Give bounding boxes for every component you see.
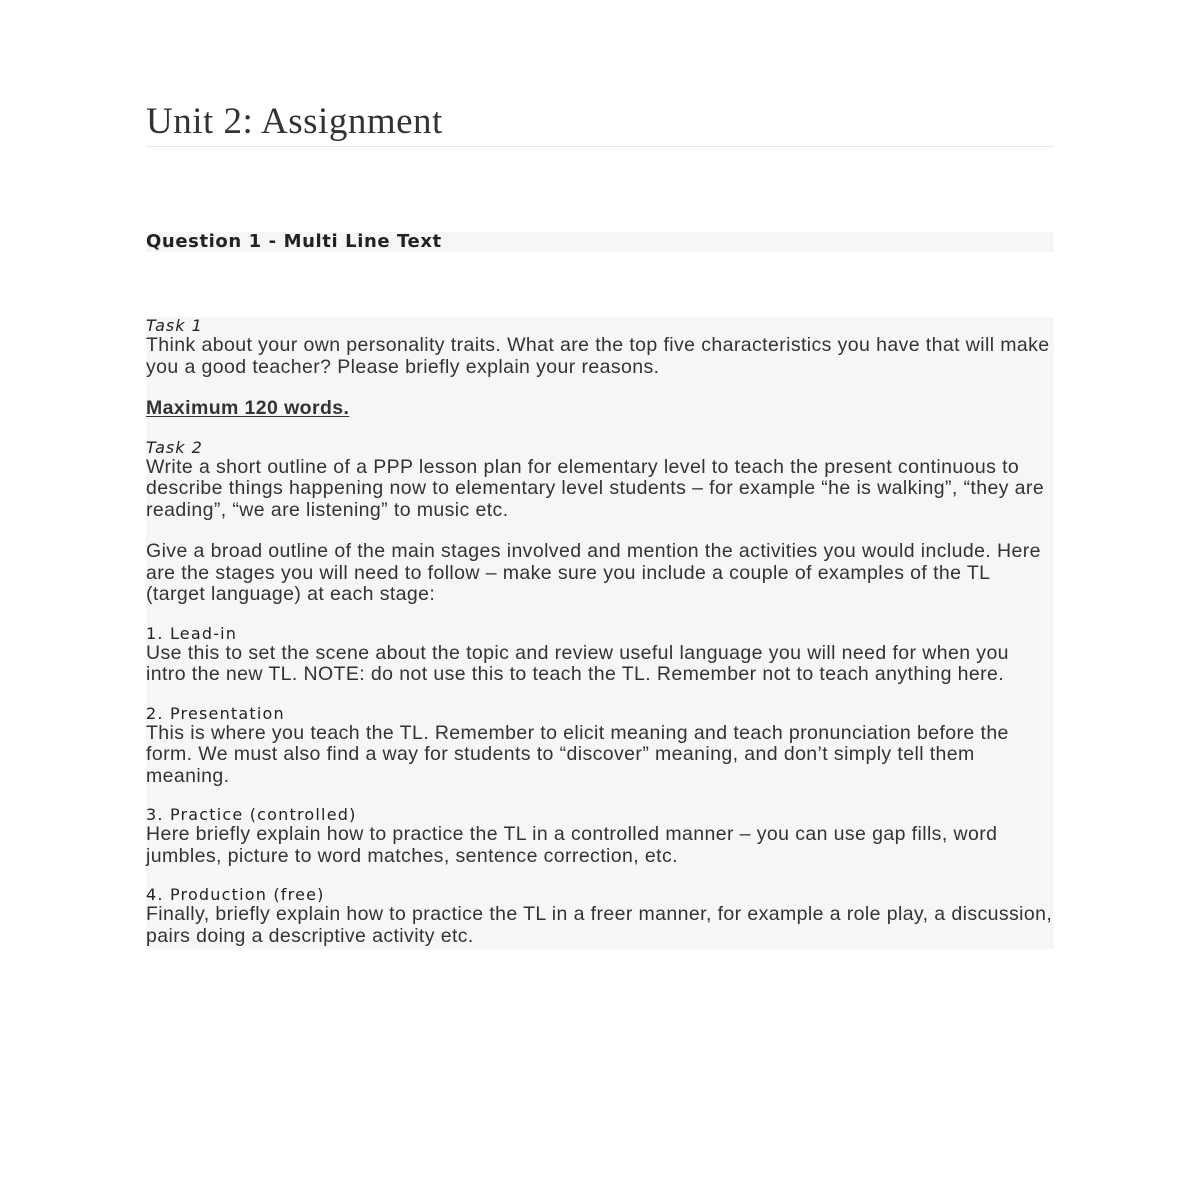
stage-label: 4. Production (free) bbox=[146, 885, 325, 904]
task-2-text: Write a short outline of a PPP lesson plan for elementary level to teach the present continuous to describe things happening now to elementary level students – for example “he is walking”, “they are reading”, “we are listening” to music etc. bbox=[146, 455, 1045, 521]
task-2-instructions: Give a broad outline of the main stages involved and mention the activities you would include. Here are the stages you will need to follow – make sure you include a couple of examples of the TL (target language) at each stage: bbox=[146, 540, 1041, 605]
stage-item bbox=[146, 625, 1054, 686]
stage-label: 2. Presentation bbox=[146, 703, 285, 723]
stage-item bbox=[146, 806, 1054, 867]
stage-text: Finally, briefly explain how to practice the TL in a freer manner, for example a role play, a discussion, pairs doing a descriptive activity etc. bbox=[146, 903, 1053, 947]
task-1-text: Think about your own personality traits. What are the top five characteristics you have that will make you a good teacher? Please briefly explain your reasons. bbox=[146, 334, 1050, 378]
stage-text: Use this to set the scene about the topic and review useful language you will need for when you intro the new TL. NOTE: do not use this to teach the TL. Remember not to teach anything here. bbox=[146, 641, 1009, 685]
assignment-page bbox=[146, 100, 1054, 949]
question-title: Question 1 - Multi Line Text bbox=[146, 231, 442, 252]
word-limit: Maximum 120 words. bbox=[146, 397, 350, 419]
stage-label: 1. Lead-in bbox=[146, 623, 238, 643]
stage-item bbox=[146, 886, 1054, 947]
stage-label: 3. Practice (controlled) bbox=[146, 805, 357, 824]
title-divider bbox=[146, 146, 1054, 147]
stage-text: This is where you teach the TL. Remember to elicit meaning and teach pronunciation before the form. We must also find a way for students to “discover” meaning, and don’t simply tell them meaning. bbox=[146, 721, 1009, 787]
page-title: Unit 2: Assignment bbox=[146, 101, 443, 142]
stage-item bbox=[146, 705, 1054, 788]
task-1-label: Task 1 bbox=[146, 316, 203, 335]
stage-text: Here briefly explain how to practice the TL in a controlled manner – you can use gap fills, word jumbles, picture to word matches, sentence correction, etc. bbox=[146, 823, 998, 867]
question-body bbox=[146, 317, 1054, 949]
question-header bbox=[146, 232, 1054, 252]
task-2-label: Task 2 bbox=[146, 437, 203, 457]
